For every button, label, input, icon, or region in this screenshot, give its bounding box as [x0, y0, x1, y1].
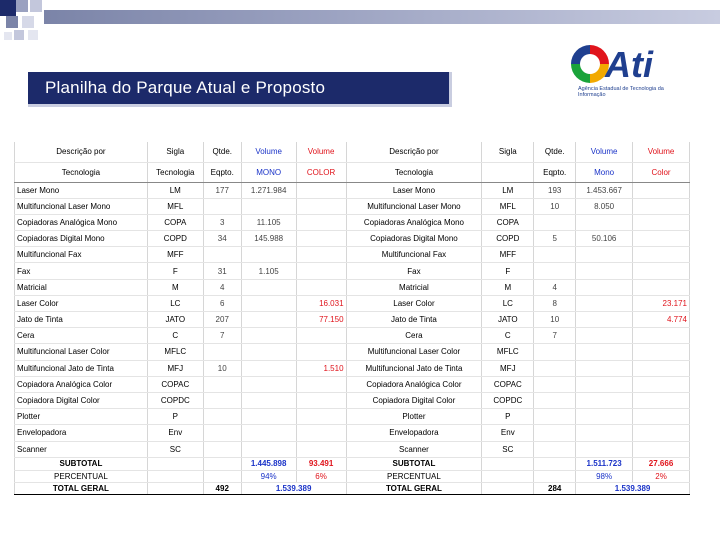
- table-row: [15, 214, 690, 230]
- table-row: [15, 344, 690, 360]
- table-cell-mono: 1.271.984: [241, 182, 296, 198]
- table-cell-qtde2: [534, 214, 576, 230]
- table-cell-mono2: [576, 441, 633, 457]
- header-cell: Tecnologia: [15, 162, 148, 182]
- table-row: [15, 198, 690, 214]
- table-cell-mono2: [576, 344, 633, 360]
- table-cell-qtde: [203, 425, 241, 441]
- table-cell-color: [296, 441, 346, 457]
- table-cell-qtde: [203, 247, 241, 263]
- table-cell-color2: [633, 328, 690, 344]
- table-cell-desc2: Jato de Tinta: [346, 312, 482, 328]
- percentual-row-cell: PERCENTUAL: [15, 470, 148, 482]
- table-row: [15, 279, 690, 295]
- table-cell-color2: [633, 214, 690, 230]
- table-cell-color2: [633, 409, 690, 425]
- table-cell-mono2: [576, 376, 633, 392]
- table-cell-sigla2: F: [482, 263, 534, 279]
- percentual-row-cell: PERCENTUAL: [346, 470, 482, 482]
- percentual-row: [15, 470, 690, 482]
- table-cell-color: [296, 247, 346, 263]
- table-cell-mono2: [576, 425, 633, 441]
- table-row: [15, 376, 690, 392]
- table-cell-sigla2: COPA: [482, 214, 534, 230]
- table-cell-sigla: COPD: [147, 231, 203, 247]
- title-underline: [28, 104, 452, 107]
- header-cell: Volume: [576, 142, 633, 162]
- table-cell-desc: Copiadoras Analógica Mono: [15, 214, 148, 230]
- table-cell-mono: [241, 409, 296, 425]
- table-cell-sigla2: MFF: [482, 247, 534, 263]
- table-cell-qtde2: 7: [534, 328, 576, 344]
- table-cell-desc: Laser Mono: [15, 182, 148, 198]
- table-cell-desc2: Multifuncional Jato de Tinta: [346, 360, 482, 376]
- table-cell-desc: Envelopadora: [15, 425, 148, 441]
- table-cell-sigla2: COPD: [482, 231, 534, 247]
- table-cell-mono: [241, 279, 296, 295]
- percentual-row-cell: 6%: [296, 470, 346, 482]
- table-cell-mono: [241, 312, 296, 328]
- table-cell-desc: Matricial: [15, 279, 148, 295]
- header-row-2: [15, 162, 690, 182]
- total-row-cell: [147, 482, 203, 494]
- table-cell-mono2: [576, 247, 633, 263]
- table-cell-desc: Fax: [15, 263, 148, 279]
- table-row: [15, 392, 690, 408]
- table-cell-desc2: Copiadoras Digital Mono: [346, 231, 482, 247]
- decor-square: [14, 30, 24, 40]
- table-cell-sigla: COPA: [147, 214, 203, 230]
- total-row: [15, 482, 690, 494]
- table-cell-mono2: [576, 409, 633, 425]
- top-band: [44, 10, 720, 24]
- total-row-cell: TOTAL GERAL: [15, 482, 148, 494]
- table-cell-sigla2: COPAC: [482, 376, 534, 392]
- header-cell: MONO: [241, 162, 296, 182]
- table-cell-mono: [241, 247, 296, 263]
- table-cell-desc: Jato de Tinta: [15, 312, 148, 328]
- table-cell-qtde: [203, 344, 241, 360]
- table-cell-color: [296, 279, 346, 295]
- total-row-cell: 1.539.389: [241, 482, 346, 494]
- table-cell-desc: Laser Color: [15, 295, 148, 311]
- table-cell-mono: [241, 198, 296, 214]
- table-cell-mono2: [576, 392, 633, 408]
- table-cell-desc: Cera: [15, 328, 148, 344]
- table-cell-desc: Multifuncional Jato de Tinta: [15, 360, 148, 376]
- table-cell-desc: Scanner: [15, 441, 148, 457]
- table-row: [15, 295, 690, 311]
- table-row: [15, 441, 690, 457]
- table-cell-color: [296, 182, 346, 198]
- decor-square: [28, 30, 38, 40]
- table-cell-desc: Multifuncional Fax: [15, 247, 148, 263]
- table-cell-sigla: Env: [147, 425, 203, 441]
- table-cell-color2: [633, 441, 690, 457]
- header-cell: Color: [633, 162, 690, 182]
- table-cell-mono: [241, 441, 296, 457]
- table-cell-mono: [241, 425, 296, 441]
- header-cell: Volume: [296, 142, 346, 162]
- percentual-row-cell: [203, 470, 241, 482]
- table-cell-qtde: 10: [203, 360, 241, 376]
- header-cell: Volume: [241, 142, 296, 162]
- header-cell: Descrição por: [15, 142, 148, 162]
- decor-square: [4, 32, 12, 40]
- table-cell-desc2: Matricial: [346, 279, 482, 295]
- total-row-cell: 492: [203, 482, 241, 494]
- table-cell-qtde: [203, 409, 241, 425]
- header-cell: Sigla: [482, 142, 534, 162]
- total-row-cell: TOTAL GERAL: [346, 482, 482, 494]
- table-cell-mono2: 8.050: [576, 198, 633, 214]
- table-cell-color2: [633, 392, 690, 408]
- table-cell-qtde: 177: [203, 182, 241, 198]
- table-cell-color2: 4.774: [633, 312, 690, 328]
- table-cell-sigla2: MFLC: [482, 344, 534, 360]
- header-cell: Eqpto.: [203, 162, 241, 182]
- table-cell-qtde2: [534, 392, 576, 408]
- table-cell-qtde2: [534, 344, 576, 360]
- total-row-cell: 284: [534, 482, 576, 494]
- table-row: [15, 182, 690, 198]
- table-cell-mono: [241, 376, 296, 392]
- table-cell-mono: 1.105: [241, 263, 296, 279]
- table-cell-sigla2: COPDC: [482, 392, 534, 408]
- table-cell-color: [296, 214, 346, 230]
- table-cell-qtde2: 5: [534, 231, 576, 247]
- table-row: [15, 409, 690, 425]
- subtotal-row-cell: 1.445.898: [241, 457, 296, 470]
- table-cell-sigla2: MFL: [482, 198, 534, 214]
- table-cell-qtde2: [534, 441, 576, 457]
- table-cell-color2: [633, 279, 690, 295]
- table-cell-qtde2: 193: [534, 182, 576, 198]
- header-cell: COLOR: [296, 162, 346, 182]
- table-cell-sigla: M: [147, 279, 203, 295]
- total-row-cell: [482, 482, 534, 494]
- table-cell-sigla: P: [147, 409, 203, 425]
- subtotal-row-cell: [482, 457, 534, 470]
- table-cell-sigla: C: [147, 328, 203, 344]
- header-cell: Qtde.: [203, 142, 241, 162]
- table-row: [15, 231, 690, 247]
- logo-wordmark: Ati: [605, 44, 653, 85]
- table-cell-mono2: [576, 214, 633, 230]
- table-row: [15, 425, 690, 441]
- percentual-row-cell: 2%: [633, 470, 690, 482]
- table-cell-color2: [633, 360, 690, 376]
- table-row: [15, 360, 690, 376]
- table-cell-qtde: 34: [203, 231, 241, 247]
- decor-square: [0, 0, 16, 16]
- table-cell-sigla2: MFJ: [482, 360, 534, 376]
- subtotal-row: [15, 457, 690, 470]
- percentual-row-cell: [147, 470, 203, 482]
- table-cell-desc2: Copiadoras Analógica Mono: [346, 214, 482, 230]
- total-row-cell: 1.539.389: [576, 482, 690, 494]
- table-cell-qtde2: [534, 263, 576, 279]
- header-cell: Tecnologia: [147, 162, 203, 182]
- percentual-row-cell: 94%: [241, 470, 296, 482]
- subtotal-row-cell: 93.491: [296, 457, 346, 470]
- table-cell-sigla: MFF: [147, 247, 203, 263]
- table-cell-desc2: Copiadora Digital Color: [346, 392, 482, 408]
- table-cell-qtde2: 10: [534, 312, 576, 328]
- table-cell-desc: Copiadoras Digital Mono: [15, 231, 148, 247]
- table-cell-desc2: Multifuncional Laser Mono: [346, 198, 482, 214]
- table-cell-mono: 11.105: [241, 214, 296, 230]
- table-cell-desc2: Copiadora Analógica Color: [346, 376, 482, 392]
- table-cell-desc2: Fax: [346, 263, 482, 279]
- table-cell-sigla2: P: [482, 409, 534, 425]
- table-cell-qtde2: 8: [534, 295, 576, 311]
- table-row: [15, 312, 690, 328]
- subtotal-row-cell: SUBTOTAL: [15, 457, 148, 470]
- table-cell-sigla2: M: [482, 279, 534, 295]
- table-cell-color2: [633, 198, 690, 214]
- table-cell-color: 1.510: [296, 360, 346, 376]
- table-cell-sigla: LM: [147, 182, 203, 198]
- table-cell-color2: [633, 263, 690, 279]
- table-row: [15, 263, 690, 279]
- table-cell-desc: Multifuncional Laser Mono: [15, 198, 148, 214]
- table-cell-color: [296, 376, 346, 392]
- header-cell: Eqpto.: [534, 162, 576, 182]
- table-cell-desc: Plotter: [15, 409, 148, 425]
- table-cell-qtde: [203, 376, 241, 392]
- header-cell: Descrição por: [346, 142, 482, 162]
- table-cell-qtde: 7: [203, 328, 241, 344]
- subtotal-row-cell: 27.666: [633, 457, 690, 470]
- table-row: [15, 247, 690, 263]
- table-cell-desc2: Envelopadora: [346, 425, 482, 441]
- table-cell-color2: [633, 247, 690, 263]
- table-cell-sigla: MFLC: [147, 344, 203, 360]
- table-cell-qtde: 3: [203, 214, 241, 230]
- header-cell: [482, 162, 534, 182]
- table-cell-color: [296, 409, 346, 425]
- table-cell-mono: 145.988: [241, 231, 296, 247]
- table-cell-qtde2: [534, 409, 576, 425]
- table-cell-sigla: COPAC: [147, 376, 203, 392]
- table-cell-sigla2: Env: [482, 425, 534, 441]
- table-cell-color2: [633, 182, 690, 198]
- table-cell-sigla2: LM: [482, 182, 534, 198]
- table-cell-color: 16.031: [296, 295, 346, 311]
- table-cell-qtde2: 10: [534, 198, 576, 214]
- table-cell-desc: Multifuncional Laser Color: [15, 344, 148, 360]
- table-cell-desc: Copiadora Analógica Color: [15, 376, 148, 392]
- header-cell: Qtde.: [534, 142, 576, 162]
- subtotal-row-cell: 1.511.723: [576, 457, 633, 470]
- table-cell-mono: [241, 344, 296, 360]
- header-row-1: [15, 142, 690, 162]
- table-cell-qtde: [203, 392, 241, 408]
- table-cell-qtde: [203, 198, 241, 214]
- percentual-row-cell: [534, 470, 576, 482]
- percentual-row-cell: 98%: [576, 470, 633, 482]
- table-cell-sigla2: JATO: [482, 312, 534, 328]
- decor-square: [22, 16, 34, 28]
- table-cell-color2: 23.171: [633, 295, 690, 311]
- table-cell-color: [296, 263, 346, 279]
- table-cell-color: [296, 231, 346, 247]
- table-cell-sigla: LC: [147, 295, 203, 311]
- table-cell-mono2: [576, 328, 633, 344]
- table-cell-desc2: Laser Color: [346, 295, 482, 311]
- table-cell-color2: [633, 376, 690, 392]
- table-cell-color2: [633, 344, 690, 360]
- table-cell-qtde2: [534, 247, 576, 263]
- table-cell-mono2: [576, 312, 633, 328]
- table-cell-color: [296, 328, 346, 344]
- header-cell: Mono: [576, 162, 633, 182]
- table-cell-color: [296, 344, 346, 360]
- table-row: [15, 328, 690, 344]
- table-cell-qtde2: 4: [534, 279, 576, 295]
- table-cell-mono: [241, 392, 296, 408]
- table-cell-desc2: Plotter: [346, 409, 482, 425]
- table-cell-qtde: [203, 441, 241, 457]
- table-cell-sigla: MFL: [147, 198, 203, 214]
- table-cell-color: 77.150: [296, 312, 346, 328]
- table-cell-desc: Copiadora Digital Color: [15, 392, 148, 408]
- table-cell-sigla2: C: [482, 328, 534, 344]
- table-cell-mono2: [576, 360, 633, 376]
- decor-square: [16, 0, 28, 12]
- table-cell-sigla: COPDC: [147, 392, 203, 408]
- subtotal-row-cell: [147, 457, 203, 470]
- table-cell-qtde2: [534, 425, 576, 441]
- table-cell-desc2: Cera: [346, 328, 482, 344]
- table-cell-mono2: 50.106: [576, 231, 633, 247]
- header-cell: Volume: [633, 142, 690, 162]
- table-cell-desc2: Laser Mono: [346, 182, 482, 198]
- table-cell-qtde2: [534, 376, 576, 392]
- subtotal-row-cell: [534, 457, 576, 470]
- slide-title: Planilha do Parque Atual e Proposto: [45, 78, 326, 97]
- table-cell-sigla2: SC: [482, 441, 534, 457]
- percentual-row-cell: [482, 470, 534, 482]
- table-cell-mono2: 1.453.667: [576, 182, 633, 198]
- table-cell-sigla: SC: [147, 441, 203, 457]
- table-cell-sigla: F: [147, 263, 203, 279]
- table-cell-sigla2: LC: [482, 295, 534, 311]
- subtotal-row-cell: SUBTOTAL: [346, 457, 482, 470]
- table-cell-sigla: MFJ: [147, 360, 203, 376]
- table-cell-sigla: JATO: [147, 312, 203, 328]
- table-cell-desc2: Multifuncional Laser Color: [346, 344, 482, 360]
- table-cell-mono2: [576, 295, 633, 311]
- logo-subtitle: Agência Estadual de Tecnologia da Informação: [578, 86, 664, 98]
- header-cell: Tecnologia: [346, 162, 482, 182]
- table-cell-desc2: Multifuncional Fax: [346, 247, 482, 263]
- table-cell-qtde2: [534, 360, 576, 376]
- table-cell-qtde: 6: [203, 295, 241, 311]
- table-cell-qtde: 207: [203, 312, 241, 328]
- table-cell-color2: [633, 425, 690, 441]
- table-cell-qtde: 31: [203, 263, 241, 279]
- fleet-table: [14, 142, 690, 495]
- table-cell-color: [296, 198, 346, 214]
- table-cell-color: [296, 392, 346, 408]
- table-cell-color2: [633, 231, 690, 247]
- table-cell-qtde: 4: [203, 279, 241, 295]
- table-cell-mono: [241, 328, 296, 344]
- decor-square: [6, 16, 18, 28]
- table-cell-color: [296, 425, 346, 441]
- table-cell-mono: [241, 360, 296, 376]
- header-cell: Sigla: [147, 142, 203, 162]
- table-cell-mono2: [576, 279, 633, 295]
- decor-square: [30, 0, 42, 12]
- table-cell-mono: [241, 295, 296, 311]
- subtotal-row-cell: [203, 457, 241, 470]
- table-cell-mono2: [576, 263, 633, 279]
- table-cell-desc2: Scanner: [346, 441, 482, 457]
